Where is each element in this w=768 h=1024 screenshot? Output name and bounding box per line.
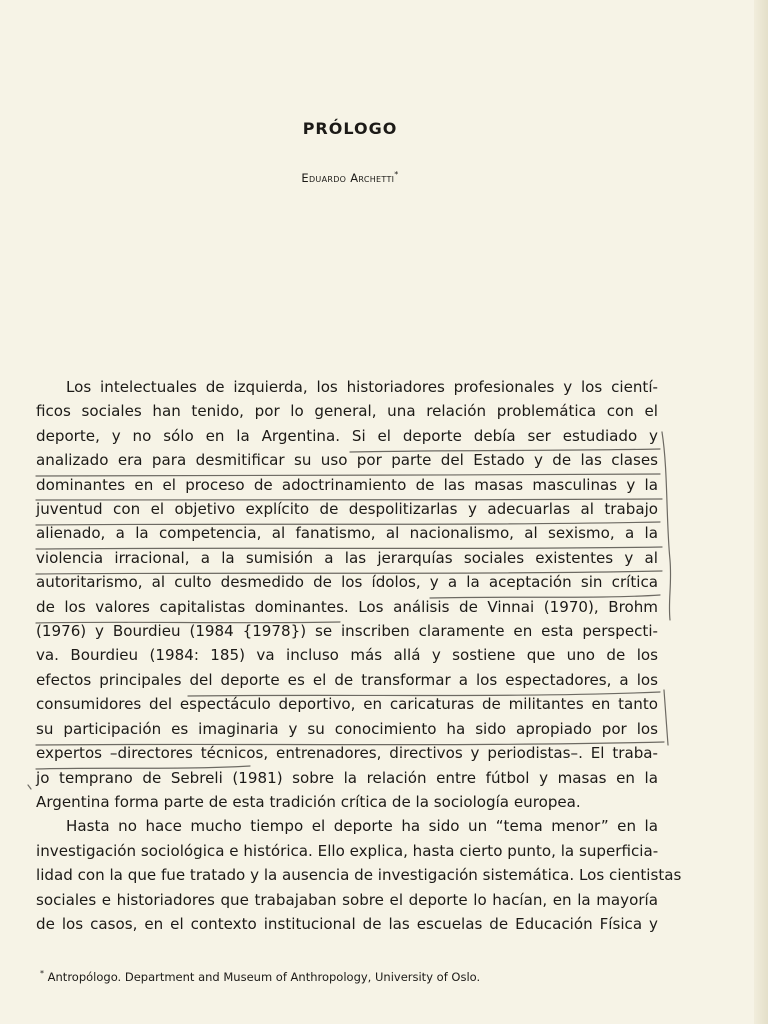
text-line: efectos principales del deporte es el de transformar a los espectadores, a los (36, 670, 658, 689)
text-line: su participación es imaginaria y su conocimiento ha sido apropiado por los (36, 719, 658, 738)
footnote (40, 969, 660, 984)
text-line: (1976) y Bourdieu (1984 {1978}) se inscriben claramente en esta perspecti- (36, 622, 658, 641)
page-edge (754, 0, 768, 1024)
text-line: va. Bourdieu (1984: 185) va incluso más allá y sostiene que uno de los (36, 646, 658, 665)
text-line: analizado era para desmitificar su uso por parte del Estado y de las clases (36, 451, 658, 470)
text-line: expertos –directores técnicos, entrenadores, directivos y periodistas–. El traba- (36, 744, 658, 763)
pencil-margin-mark (28, 785, 31, 789)
pencil-margin-line (664, 690, 668, 745)
text-line: dominantes en el proceso de adoctrinamiento de las masas masculinas y la (36, 475, 658, 494)
text-line: autoritarismo, al culto desmedido de los ídolos, y a la aceptación sin crítica (36, 573, 658, 592)
text-line: Los intelectuales de izquierda, los historiadores profesionales y los cientí- (66, 378, 658, 396)
text-line: violencia irracional, a la sumisión a las jerarquías sociales existentes y al (36, 548, 658, 567)
text-line: sociales e historiadores que trabajaban sobre el deporte lo hacían, en la mayoría (36, 890, 658, 909)
text-line: Hasta no hace mucho tiempo el deporte ha sido un “tema menor” en la (66, 817, 658, 836)
text-line: investigación sociológica e histórica. Ello explica, hasta cierto punto, la superficia- (36, 841, 659, 860)
footnote-mark: * (40, 969, 44, 978)
text-line: de los casos, en el contexto institucional de las escuelas de Educación Física y (36, 914, 658, 933)
text-line: de los valores capitalistas dominantes. Los análisis de Vinnai (1970), Brohm (36, 597, 658, 616)
footnote-text: Antropólogo. Department and Museum of Anthropology, University of Oslo. (47, 969, 481, 984)
text-line: juventud con el objetivo explícito de despolitizarlas y adecuarlas al trabajo (36, 500, 658, 519)
pencil-margin-line (662, 432, 671, 620)
text-line: alienado, a la competencia, al fanatismo, al nacionalismo, al sexismo, a la (36, 524, 658, 543)
body-text (36, 375, 682, 936)
text-line: deporte, y no sólo en la Argentina. Si el deporte debía ser estudiado y (36, 426, 658, 445)
text-line: Argentina forma parte de esta tradición crítica de la sociología europea. (36, 792, 581, 811)
text-line: jo temprano de Sebreli (1981) sobre la relación entre fútbol y masas en la (36, 768, 658, 787)
author-footnote-mark: * (394, 170, 399, 179)
author-name (0, 170, 700, 185)
text-line: consumidores del espectáculo deportivo, en caricaturas de militantes en tanto (36, 695, 658, 714)
text-line: lidad con la que fue tratado y la ausencia de investigación sistemática. Los cientistas (36, 866, 682, 885)
text-line: ficos sociales han tenido, por lo general, una relación problemática con el (36, 402, 658, 421)
author-text: Eduardo Archetti (301, 170, 395, 185)
chapter-title: PRÓLOGO (302, 119, 398, 138)
